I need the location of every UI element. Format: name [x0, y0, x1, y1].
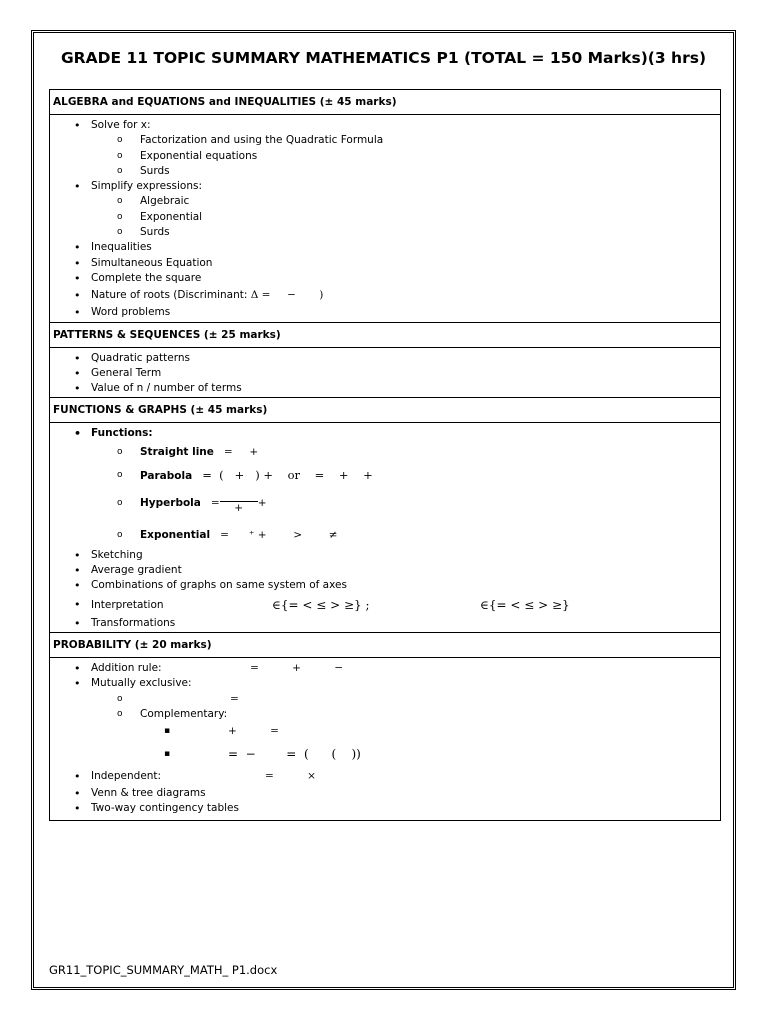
list-item: • Simultaneous Equation — [50, 256, 720, 271]
section-header-algebra — [50, 90, 721, 115]
addition-rule-math: = + − — [250, 661, 344, 674]
list-item: • Solve for x: — [50, 118, 720, 133]
list-item — [50, 741, 720, 767]
exponential-math: = ⁺ + > ≠ — [220, 528, 338, 541]
interpretation-math-2: ∈{= < ≤ > ≥} — [480, 597, 570, 612]
patterns-heading: PATTERNS & SEQUENCES (± 25 marks) — [50, 322, 721, 347]
list-item: o Surds — [50, 164, 720, 179]
probability-heading: PROBABILITY (± 20 marks) — [50, 632, 721, 657]
interpretation-label: Interpretation — [91, 598, 164, 611]
list-item: • Two-way contingency tables — [50, 801, 720, 816]
complementary-math-1: ▪ + = — [228, 725, 279, 738]
hyperbola-label: Hyperbola — [140, 496, 201, 509]
independent-math: = × — [265, 770, 316, 783]
section-header-probability — [50, 632, 721, 657]
document-footer: GR11_TOPIC_SUMMARY_MATH_ P1.docx — [49, 963, 278, 977]
section-body-functions — [50, 423, 721, 632]
list-item — [50, 722, 720, 741]
section-body-probability — [50, 657, 721, 820]
list-item: o Complementary: — [50, 707, 720, 722]
list-item — [50, 462, 720, 488]
section-header-functions — [50, 398, 721, 423]
page-title: GRADE 11 TOPIC SUMMARY MATHEMATICS P1 (TOTAL = 150 Marks)(3 hrs) — [60, 49, 707, 67]
list-item: • Value of n / number of terms — [50, 381, 720, 396]
interpretation-math-1: ∈{= < ≤ > ≥} ; — [272, 597, 370, 612]
list-item: o Surds — [50, 225, 720, 240]
addition-rule-label: Addition rule: — [91, 661, 162, 674]
straight-line-math: = + — [223, 445, 259, 458]
list-item: • Word problems — [50, 305, 720, 320]
list-item: • Mutually exclusive: — [50, 676, 720, 691]
mutually-exclusive-math: o = — [230, 692, 239, 705]
parabola-label: Parabola — [140, 469, 193, 482]
list-item: o Exponential equations — [50, 149, 720, 164]
discriminant-math: Δ = − ) — [250, 289, 324, 302]
list-item: o Algebraic — [50, 194, 720, 209]
list-item — [50, 286, 720, 305]
exponential-label: Exponential — [140, 528, 211, 541]
list-item: • Quadratic patterns — [50, 351, 720, 366]
list-item: o Factorization and using the Quadratic Formula — [50, 133, 720, 148]
independent-label: Independent: — [91, 770, 162, 783]
topic-summary-table — [49, 89, 721, 821]
parabola-math: = ( + ) + or = + + — [202, 467, 373, 482]
list-item — [50, 692, 720, 707]
section-body-algebra — [50, 115, 721, 323]
list-item — [50, 661, 720, 676]
list-item — [50, 594, 720, 616]
list-item: • Complete the square — [50, 271, 720, 286]
list-item: • Simplify expressions: — [50, 179, 720, 194]
list-item — [50, 442, 720, 462]
section-body-patterns — [50, 347, 721, 398]
page-frame — [31, 30, 736, 990]
hyperbola-tail: + — [257, 496, 267, 509]
list-item — [50, 488, 720, 522]
nature-of-roots-label: Nature of roots (Discriminant: — [91, 289, 251, 302]
list-item: • General Term — [50, 366, 720, 381]
straight-line-label: Straight line — [140, 445, 214, 458]
fraction-denominator: + — [234, 501, 244, 514]
list-item: o Exponential — [50, 210, 720, 225]
hyperbola-eq: = — [210, 496, 220, 509]
list-item — [50, 522, 720, 548]
fraction-numerator — [220, 492, 258, 502]
section-header-patterns — [50, 322, 721, 347]
list-item — [50, 767, 720, 786]
list-item: • Average gradient — [50, 563, 720, 578]
list-item: • Combinations of graphs on same system of axes — [50, 578, 720, 593]
hyperbola-fraction — [220, 492, 258, 514]
functions-heading: FUNCTIONS & GRAPHS (± 45 marks) — [50, 398, 721, 423]
complementary-math-2: ▪ = − = ( ( )) — [228, 747, 361, 762]
list-item: • Venn & tree diagrams — [50, 786, 720, 801]
algebra-heading: ALGEBRA and EQUATIONS and INEQUALITIES (± 45 marks) — [50, 90, 721, 115]
list-item: • Functions: — [50, 426, 720, 441]
list-item: • Inequalities — [50, 240, 720, 255]
list-item: • Sketching — [50, 548, 720, 563]
list-item: • Transformations — [50, 616, 720, 631]
